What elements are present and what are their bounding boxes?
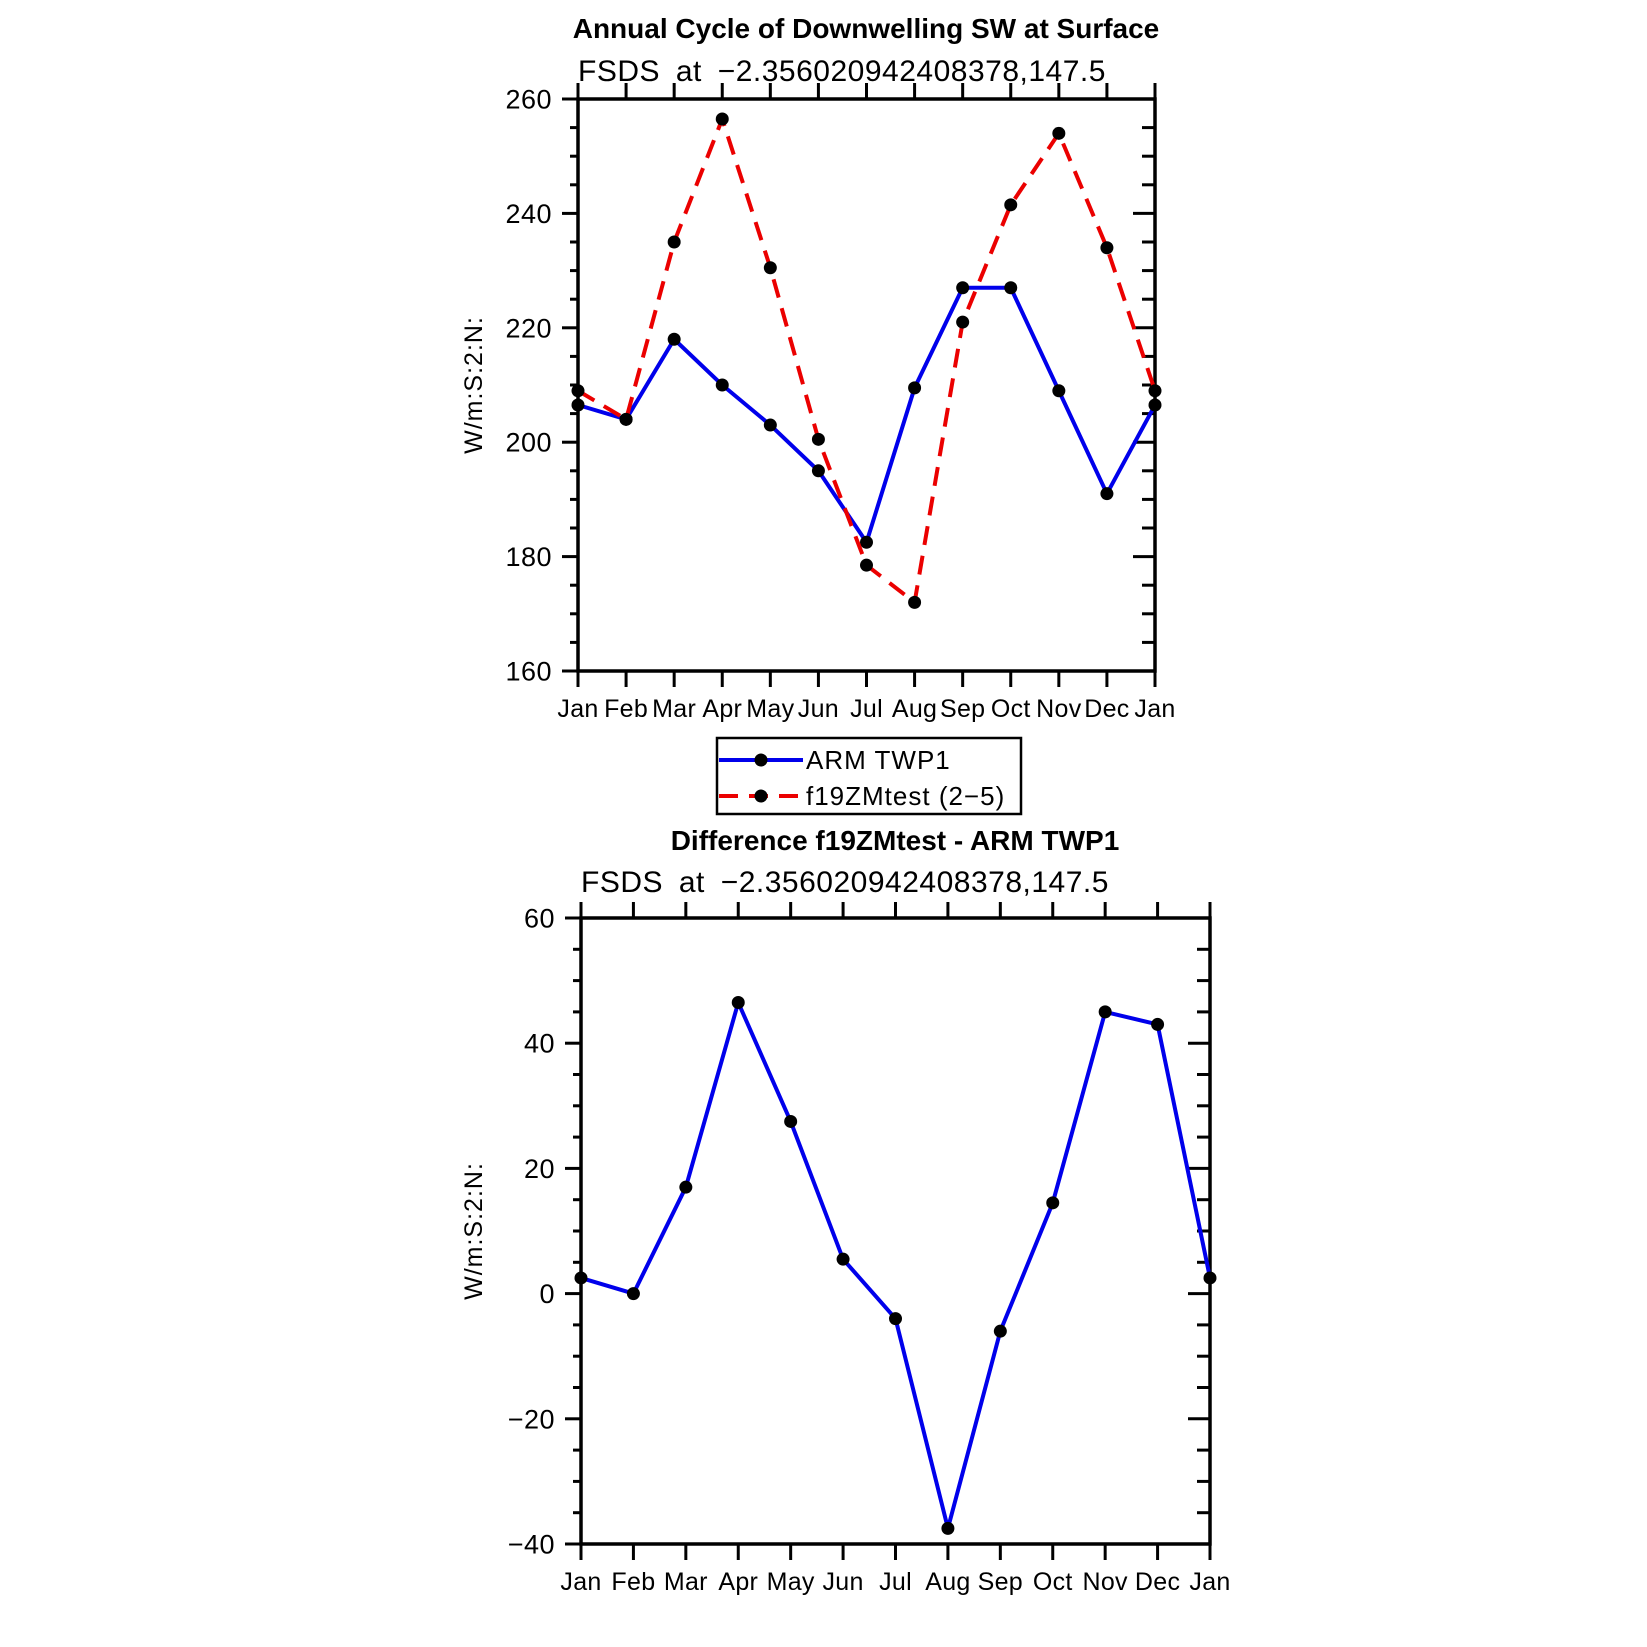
month-label: Apr bbox=[702, 695, 743, 723]
y-tick-label: 160 bbox=[505, 656, 552, 687]
data-point-marker bbox=[908, 381, 921, 394]
data-point-marker bbox=[668, 236, 681, 249]
month-label: Aug bbox=[925, 1568, 971, 1596]
month-label: Feb bbox=[604, 695, 649, 723]
y-tick-label: 200 bbox=[505, 427, 552, 458]
month-label: Apr bbox=[718, 1568, 759, 1596]
data-point-marker bbox=[956, 316, 969, 329]
data-point-marker bbox=[1004, 281, 1017, 294]
month-label: Nov bbox=[1036, 695, 1082, 723]
month-label: Feb bbox=[611, 1568, 656, 1596]
legend-label-arm-twp1: ARM TWP1 bbox=[806, 745, 951, 775]
data-point-marker bbox=[1052, 127, 1065, 140]
month-label: Jun bbox=[822, 1568, 864, 1596]
plot-box bbox=[578, 99, 1155, 671]
month-label: Dec bbox=[1134, 1568, 1181, 1596]
data-point-marker bbox=[860, 536, 873, 549]
month-label: Jan bbox=[560, 1568, 602, 1596]
month-label: Mar bbox=[652, 695, 697, 723]
data-point-marker bbox=[908, 596, 921, 609]
series-line-arm-twp1 bbox=[578, 288, 1155, 543]
data-point-marker bbox=[679, 1181, 692, 1194]
data-point-marker bbox=[668, 333, 681, 346]
data-point-marker bbox=[627, 1287, 640, 1300]
data-point-marker bbox=[572, 384, 585, 397]
y-tick-label: 180 bbox=[505, 542, 552, 573]
month-label: May bbox=[746, 695, 795, 723]
y-tick-label: −20 bbox=[507, 1404, 555, 1435]
y-tick-label: 60 bbox=[523, 903, 555, 934]
data-point-marker bbox=[716, 113, 729, 126]
data-point-marker bbox=[837, 1253, 850, 1266]
chart1-subtitle: FSDS at −2.356020942408378,147.5 bbox=[578, 55, 1106, 88]
data-point-marker bbox=[572, 399, 585, 412]
legend-label-f19zmtest: f19ZMtest (2−5) bbox=[806, 781, 1006, 811]
chart2-y-axis-label: W/m:S:2:N: bbox=[460, 1162, 488, 1300]
month-label: Oct bbox=[1032, 1568, 1073, 1596]
chart-difference bbox=[460, 825, 1231, 1596]
data-point-marker bbox=[1149, 384, 1162, 397]
data-point-marker bbox=[764, 261, 777, 274]
month-label: Jul bbox=[879, 1568, 912, 1596]
month-label: Jul bbox=[850, 695, 883, 723]
legend-marker-icon bbox=[755, 754, 768, 767]
data-point-marker bbox=[1052, 384, 1065, 397]
chart1-title: Annual Cycle of Downwelling SW at Surface bbox=[572, 13, 1160, 44]
legend bbox=[717, 738, 1021, 814]
data-point-marker bbox=[1100, 241, 1113, 254]
y-tick-label: 220 bbox=[505, 313, 552, 344]
data-point-marker bbox=[1046, 1196, 1059, 1209]
data-point-marker bbox=[764, 419, 777, 432]
data-point-marker bbox=[620, 413, 633, 426]
y-tick-label: −40 bbox=[507, 1529, 555, 1560]
chart-annual-cycle bbox=[460, 13, 1176, 723]
month-label: Jun bbox=[797, 695, 840, 723]
legend-marker-icon bbox=[755, 790, 768, 803]
data-point-marker bbox=[732, 996, 745, 1009]
chart1-y-axis-label: W/m:S:2:N: bbox=[460, 316, 488, 454]
data-point-marker bbox=[941, 1522, 954, 1535]
data-point-marker bbox=[994, 1325, 1007, 1338]
month-label: Sep bbox=[939, 695, 986, 723]
y-tick-label: 240 bbox=[505, 198, 552, 229]
y-tick-label: 0 bbox=[539, 1279, 555, 1310]
month-label: Jan bbox=[1134, 695, 1176, 723]
data-point-marker bbox=[1149, 399, 1162, 412]
series-line-f19zmtest-(2−5) bbox=[578, 119, 1155, 602]
data-point-marker bbox=[956, 281, 969, 294]
data-point-marker bbox=[889, 1312, 902, 1325]
chart2-plot-area bbox=[508, 902, 1231, 1596]
data-point-marker bbox=[716, 379, 729, 392]
data-point-marker bbox=[575, 1271, 588, 1284]
chart2-subtitle: FSDS at −2.356020942408378,147.5 bbox=[581, 866, 1109, 899]
data-point-marker bbox=[1204, 1271, 1217, 1284]
series-line-difference bbox=[581, 1003, 1210, 1529]
data-point-marker bbox=[860, 559, 873, 572]
month-label: Sep bbox=[977, 1568, 1024, 1596]
y-tick-label: 20 bbox=[523, 1153, 555, 1184]
chart1-plot-area bbox=[505, 83, 1175, 723]
data-point-marker bbox=[784, 1115, 797, 1128]
data-point-marker bbox=[1151, 1018, 1164, 1031]
month-label: Oct bbox=[990, 695, 1031, 723]
month-label: Aug bbox=[891, 695, 938, 723]
plot-box bbox=[581, 918, 1210, 1544]
chart2-title: Difference f19ZMtest - ARM TWP1 bbox=[670, 825, 1120, 856]
y-tick-label: 40 bbox=[523, 1028, 555, 1059]
month-label: Mar bbox=[663, 1568, 708, 1596]
month-label: Dec bbox=[1084, 695, 1130, 723]
month-label: Jan bbox=[1189, 1568, 1231, 1596]
month-label: Jan bbox=[557, 695, 599, 723]
month-label: May bbox=[766, 1568, 815, 1596]
data-point-marker bbox=[1099, 1005, 1112, 1018]
data-point-marker bbox=[1100, 487, 1113, 500]
month-label: Nov bbox=[1082, 1568, 1128, 1596]
data-point-marker bbox=[1004, 198, 1017, 211]
data-point-marker bbox=[812, 433, 825, 446]
y-tick-label: 260 bbox=[505, 84, 552, 115]
data-point-marker bbox=[812, 464, 825, 477]
